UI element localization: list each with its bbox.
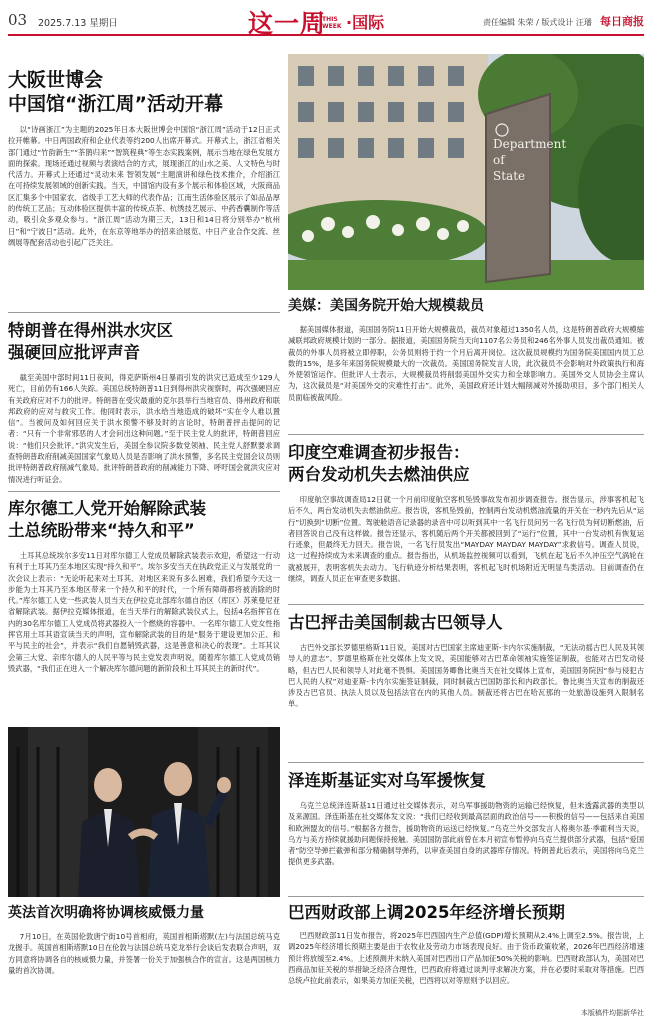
divider bbox=[288, 434, 644, 435]
article-trump bbox=[8, 320, 280, 508]
sign-line-2: of bbox=[493, 153, 505, 167]
headline-cuba: 古巴抨击美国制裁古巴领导人 bbox=[288, 613, 503, 632]
headline-trump-2: 强硬回应批评声音 bbox=[8, 343, 140, 362]
headline-osaka-2: 中国馆“浙江周”活动开幕 bbox=[8, 93, 223, 115]
article-air-india bbox=[288, 442, 644, 630]
headline-brazil: 巴西财政部上调2025年经济增长预期 bbox=[288, 903, 565, 922]
headline-pkk-1: 库尔德工人党开始解除武装 bbox=[8, 499, 206, 518]
photo-starmer-macron bbox=[8, 727, 280, 897]
photo-state-department bbox=[288, 54, 644, 290]
headline-osaka-1: 大阪世博会 bbox=[8, 69, 104, 91]
page-number: 03 bbox=[8, 11, 28, 29]
headline-zelensky: 泽连斯基证实对乌军援恢复 bbox=[288, 771, 486, 790]
headline-air-india-1: 印度空难调查初步报告： bbox=[288, 443, 470, 462]
issue-date: 2025.7.13 星期日 bbox=[38, 18, 118, 29]
headline-trump-1: 特朗普在得州洪水灾区 bbox=[8, 321, 173, 340]
sign-line-1: Department bbox=[493, 137, 567, 151]
body-zelensky: 乌克兰总统泽连斯基11日通过社交媒体表示，对乌军事援助物资的运输已经恢复，但未透露武器的类型以及来源国。泽连斯基在社交媒体发文说：“我们已经收到最高层面的政治信号——积极的信号——包括来自美国和欧洲盟友的信号。”根据各方报告，援助物资的运送已经恢复。”乌克兰外交部发言人格奥尔基·季霍利当天说，乌方与美方持续就援助问题保持接触。美国国防部此前曾在本月初宣布暂停向乌克兰提供部分武器，包括“爱国者”防空导弹拦截弹和部分精确制导弹药，以审查美国自身的武器库存情况。特朗普此后表示，美国将向乌克兰提供更多武器。 bbox=[288, 801, 644, 867]
section-week-tag: THIS WEEK bbox=[322, 16, 342, 30]
divider bbox=[8, 491, 280, 492]
section-subtitle: ·国际 bbox=[346, 13, 385, 32]
section-title: 这一周 bbox=[248, 9, 327, 38]
source-credit: 本版稿件均据新华社 bbox=[581, 1009, 644, 1017]
headline-state-department: 美媒：美国务院开始大规模裁员 bbox=[288, 298, 484, 314]
photo-state-department-illustration bbox=[288, 54, 644, 290]
body-brazil: 巴西财政部11日发布报告，将2025年巴西国内生产总值(GDP)增长预期从2.4%上调至2.5%。报告说，上调2025年经济增长预期主要是由于农牧业及劳动力市场表现良好。由于货币政策收紧，2026年巴西经济增速预计将放缓至2.4%。上述预测并未纳入美国对巴西出口产品加征50%关税的影响。巴西财政部认为，美国对巴西商品加征关税的举措缺乏经济合理性，巴西政府将通过谈判寻求解决方案，并在必要时采取对等措施。巴西总统卢拉此前表示，如果美方加征关税，巴西将以对等原则予以回应。 bbox=[288, 931, 644, 986]
photo-starmer-macron-illustration bbox=[8, 727, 280, 897]
body-state-department: 据美国媒体报道，美国国务院11日开始大规模裁员，裁员对象超过1350名人员，这是特朗普政府大规模缩减联邦政府规模计划的一部分。据报道，美国国务院当天向1107名公务员和246名外事人员发出裁员通知。被裁员的外事人员将被立即停职，公务员则将于约一个月后离开岗位。这次裁员规模约为国务院美国国内员工总数的15%，是多年来国务院规模最大的一次裁员。美国国务院发言人说，此次裁员不会影响对外政策执行和海外使领馆运作。但批评人士表示，大规模裁员将削弱美国外交实力和全球影响力。美国外交人员协会主席认为，这次裁员是“对美国外交的灾难性打击”。此外，美国政府还计划大幅削减对外援助项目，多个部门相关人员面临被裁风险。 bbox=[288, 325, 644, 402]
page-header bbox=[8, 6, 644, 36]
editor-credit: 责任编辑 朱荣 / 版式设计 汪璠 bbox=[483, 18, 592, 27]
headline-pkk-2: 土总统盼带来“持久和平” bbox=[8, 521, 195, 540]
divider bbox=[288, 604, 644, 605]
body-uk-france: 7月10日，在英国伦敦唐宁街10号首相府，英国首相斯塔默(左)与法国总统马克龙握手。英国首相斯塔默10日在伦敦与法国总统马克龙举行会谈后发表联合声明，双方同意将协调各自的核威慑力量，并签署一份关于加强核合作的宣言。这是两国核力量的首次协调。 bbox=[8, 932, 280, 975]
article-pkk bbox=[8, 498, 280, 720]
article-state-department bbox=[288, 296, 644, 428]
article-cuba bbox=[288, 612, 644, 754]
article-brazil bbox=[288, 902, 644, 1010]
body-trump: 截至美国中部时间11日夜间，得克萨斯州4日暴雨引发的洪灾已造成至少129人死亡，目前仍有166人失踪。美国总统特朗普11日到得州洪灾视察时，再次强硬回应有关政府应对不力的批评。特朗普在受灾最重的克尔县举行当地官员、得州政府和联邦政府的应对与救灾工作。他同时表示，洪水给当地造成的破坏“实在令人难以置信”。当被问及如何回应关于洪水预警不够及时的言论时，特朗普抨击提问的记者：“只有一个非常邪恶的人才会问出这种问题。”至于民主党人的批评，特朗普回应说：“他们只会批评。”洪灾发生后，美国全参议院多数党领袖、民主党人舒默要求调查特朗普政府削减美国国家气象局人员是否影响了洪水预警，多名民主党国会议员则批评特朗普政府削减气象局、批评特朗普政府的削减能力下降、呼吁国会就洪灾应对情况进行听证会。 bbox=[8, 373, 280, 484]
article-zelensky bbox=[288, 770, 644, 890]
article-uk-france bbox=[8, 903, 280, 1001]
divider bbox=[288, 762, 644, 763]
body-osaka: 以“诗画浙江”为主题的2025年日本大阪世博会中国馆“浙江周”活动于12日正式拉开帷幕。中日两国政府和企业代表等约200人出席开幕式。开幕式上，浙江省相关部门通过“竹韵新生”“茶鹊归来”“智筑程典”等生态实践案例，展示当地在绿色发展方面的探索。现场还通过视频与表演结合的方式，展现浙江的山水之美、人文特色与时代活力。开幕式上还通过“灵动未来 智领发展”主题演讲和绿色技术推介，介绍浙江在可持续发展领域的创新实践。当天，中国馆内设有多个展示和体验区域，大阪商品区汇集多个中国家农、省级手工艺大师的代表作品；江南生活体验区展示了如品品厚的传统工艺品；互动体验区提供丰富的传统点茶、杭绣技艺展示、中药香囊制作等活动，吸引众多观众参与。“浙江周”活动为期三天，13日和14日将分别举办“杭州日”和“宁波日”活动。此外，在东京等地举办的招来洽展览、中日产业合作交流、丝绸展等配套活动也引起广泛关注。 bbox=[8, 125, 280, 247]
body-air-india: 印度航空事故调查局12日就一个月前印度航空客机坠毁事故发布初步调查报告。报告显示，涉事客机起飞后不久，两台发动机失去燃油供应。报告说，客机坠毁前，控制两台发动机燃油流量的开关在一秒内先后从“运行”切换到“切断”位置。驾驶舱语音记录器的录音中可以听到其中一名飞行员问另一名飞行员为何切断燃油，后者回答说自己没有这样做。报告还显示，客机随后两个开关都被回到了“运行”位置，其中一台发动机有恢复运行迹象，但最终无力回天。报告说，一名飞行员发出“MAYDAY MAYDAY MAYDAY”求救信号。调查人员说，这一过程持续成为未来调查的重点。报告指出，从机场监控视频可以看到，飞机在起飞后不久冲压空气涡轮在就被展开，表明客机失去动力。飞行轨迹分析结果表明，客机起飞时机场附近无明显鸟类活动。目前调查仍在继续，调查人员正在审查更多数据。 bbox=[288, 495, 644, 584]
body-pkk: 土耳其总统埃尔多安11日对库尔德工人党成员解除武装表示欢迎，希望这一行动有利于土耳其乃至本地区实现“持久和平”。埃尔多安当天在执政党正义与发展党的一次会议上表示：“无论听起来对土耳其、对地区来说有多么困难，我们希望今天这一步能为土耳其乃至本地区带来一个持久和平的时代，一个所有障碍都将被消除的时代。”库尔德工人党一些武装人员当天在伊拉克北部库尔德自治区（库区）苏莱曼尼亚省解除武装。据伊拉克媒体报道，在当天举行的解除武装仪式上，包括4名指挥官在内的30名库尔德工人党成员将武器投入一个燃烧的容器中。一名库尔德工人党女性指挥官用土耳其语宣读当天的声明，宣布解除武装的目的是“服务于建设更加公正、和平与民主的社会”，并表示“我们自愿销毁武器，这是善意和决心的表现”。土耳其议会第三大党、亲库尔德人的人民平等与民主党发表声明说，随着库尔德工人党成员销毁武器，“我们正在进入一个解决库尔德问题的新阶段和土耳其民主的新时代”。 bbox=[8, 551, 280, 673]
article-osaka bbox=[8, 68, 280, 294]
headline-uk-france: 英法首次明确将协调核威慑力量 bbox=[8, 905, 204, 921]
body-cuba: 古巴外交部长罗德里格斯11日说，美国对古巴国家主席迪亚斯-卡内尔实施制裁，“无法动摇古巴人民及其领导人的意志”。罗德里格斯在社交媒体上发文说，美国能够对古巴革命领袖实施签证制裁，也能对古巴发动侵略，但古巴人民和领导人对此毫不畏惧。美国国务卿鲁比奥当天在社交媒体上宣布，美国国务院因“参与侵犯古巴人民的人权”对迪亚斯-卡内尔实施签证制裁，同时制裁古巴国防部长和内政部长。鲁比奥当天宣布的制裁还涉及古巴官员、执法人员以及包括法官在内的其他人员。制裁还将古巴在哈瓦那的一处旅游设施列入限制名单。 bbox=[288, 643, 644, 709]
divider bbox=[8, 312, 280, 313]
divider bbox=[288, 896, 644, 897]
headline-air-india-2: 两台发动机失去燃油供应 bbox=[288, 465, 470, 484]
newspaper-brand: 每日商报 bbox=[600, 15, 644, 28]
sign-line-3: State bbox=[493, 169, 526, 183]
